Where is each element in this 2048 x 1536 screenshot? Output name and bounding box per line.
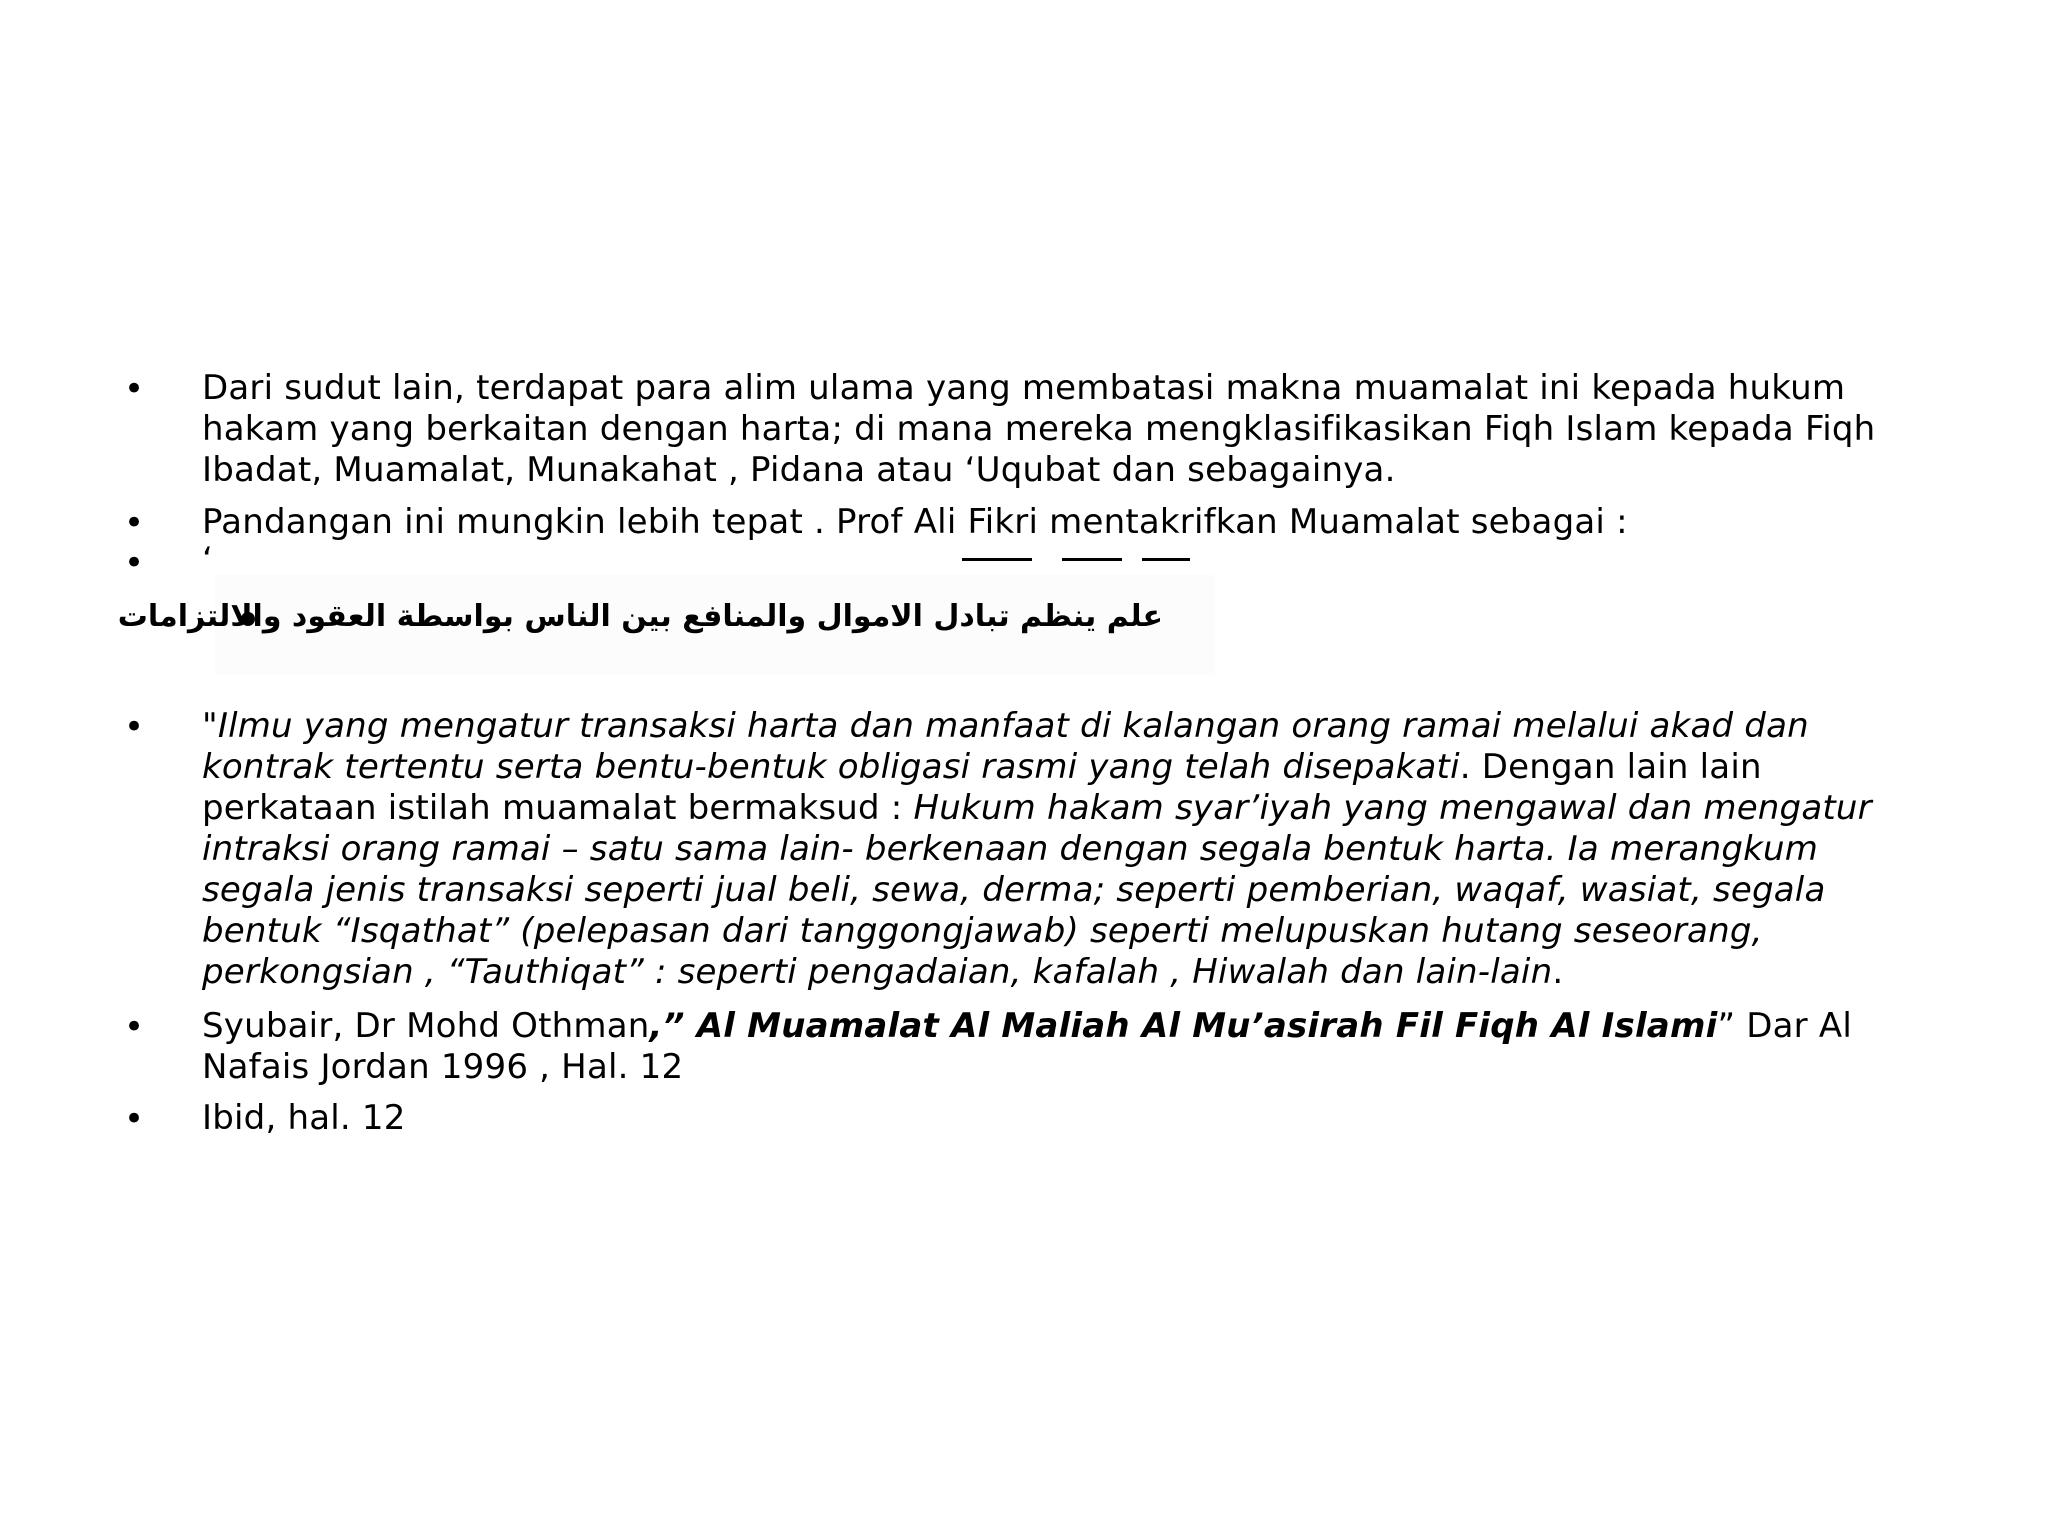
bullet-icon: •	[124, 1007, 145, 1047]
bullet-text	[202, 1006, 1902, 1088]
bullet-icon: •	[124, 1099, 145, 1139]
bullet-icon: •	[124, 707, 145, 747]
arabic-definition-image	[117, 575, 1215, 675]
bullet-text: ‘	[202, 540, 214, 580]
legal-definition-italic-text: Hukum hakam syar’iyah yang mengawal dan mengatur intraksi orang ramai – satu sama lain- berkenaan dengan segala bentuk harta. Ia merangkum segala jenis transaksi seperti jual beli, sewa, derma; seperti pemberian, waqaf, wasiat, segala bentuk “Isqathat” (pelepasan dari tanggongjawab) seperti melupuskan hutang seseorang, perkongsian , “Tauthiqat” : seperti pengadaian, kafalah , Hiwalah dan lain-lain	[202, 788, 1872, 992]
connector-text: . Dengan lain lain perkataan istilah muamalat bermaksud :	[202, 747, 1762, 828]
definition-italic-text: Ilmu yang mengatur transaksi harta dan manfaat di kalangan orang ramai melalui akad dan kontrak tertentu serta bentu-bentuk obligasi rasmi yang telah disepakati	[202, 706, 1809, 787]
arabic-definition-text: علم ينظم تبادل الاموال والمنافع بين الناس بواسطة العقود والالتزامات	[117, 599, 1163, 634]
opening-quote: "	[202, 706, 218, 746]
bullet-text: Dari sudut lain, terdapat para alim ulama yang membatasi makna muamalat ini kepada hukum hakam yang berkaitan dengan harta; di mana mereka mengklasifikasikan Fiqh Islam kepada Fiqh Ibadat, Muamalat, Munakahat , Pidana atau ‘Uqubat dan sebagainya.	[202, 368, 1876, 490]
reference-title: ,” Al Muamalat Al Maliah Al Mu’asirah Fil Fiqh Al Islami	[649, 1006, 1718, 1046]
bullet-icon: •	[124, 369, 145, 409]
closing-period: .	[1552, 952, 1564, 992]
cutoff-text-fragment	[202, 558, 1202, 568]
reference-publisher: ” Dar Al Nafais Jordan 1996 , Hal. 12	[202, 1006, 1852, 1087]
bullet-icon: •	[124, 503, 145, 543]
bullet-text: Ibid, hal. 12	[202, 1098, 406, 1138]
bullet-text	[202, 706, 1902, 993]
bullet-icon: •	[124, 543, 145, 583]
reference-author: Syubair, Dr Mohd Othman	[202, 1006, 650, 1046]
bullet-text: Pandangan ini mungkin lebih tepat . Prof Ali Fikri mentakrifkan Muamalat sebagai :	[202, 502, 1628, 542]
